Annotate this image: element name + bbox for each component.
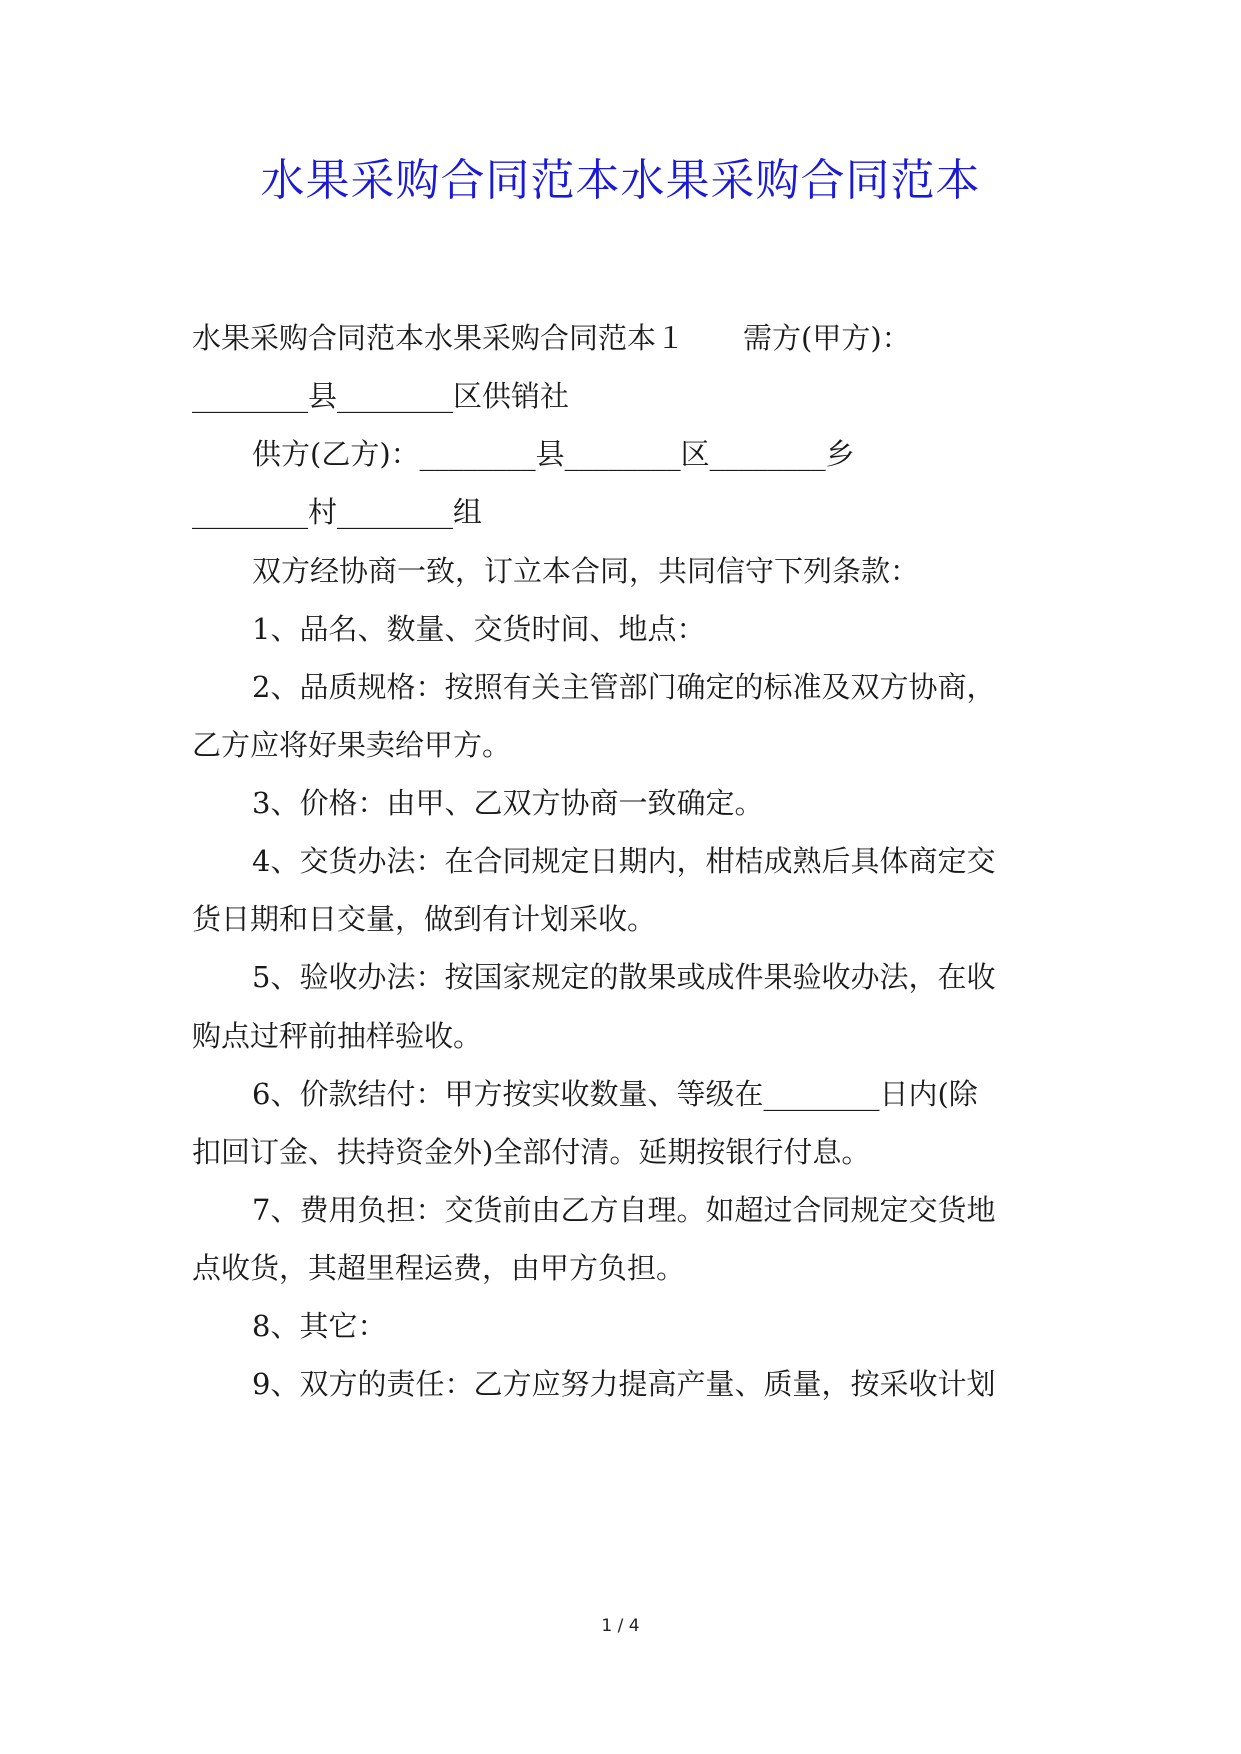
line-text: 5、验收办法：按国家规定的散果或成件果验收办法，在收	[252, 960, 996, 994]
line-3	[252, 434, 1054, 474]
line-14	[252, 1074, 1054, 1114]
line-10	[252, 841, 1054, 881]
document-title: 水果采购合同范本水果采购合同范本	[260, 155, 981, 206]
line-6	[252, 609, 1054, 649]
line-text: 乙方应将好果卖给甲方。	[192, 728, 512, 762]
line-text: ________县________区供销社	[192, 379, 570, 413]
line-15	[192, 1132, 1054, 1172]
line-17	[192, 1248, 1054, 1288]
line-text: 1、品名、数量、交货时间、地点：	[252, 612, 706, 646]
line-4	[192, 492, 1054, 532]
line-text: 供方(乙方)：________县________区________乡	[252, 437, 855, 471]
line-16	[252, 1190, 1054, 1230]
line-text: ________村________组	[192, 495, 483, 529]
line-text: 购点过秤前抽样验收。	[192, 1019, 483, 1053]
line-text: 双方经协商一致，订立本合同，共同信守下列条款：	[252, 554, 920, 588]
line-12	[252, 957, 1054, 997]
line-text: 3、价格：由甲、乙双方协商一致确定。	[252, 786, 764, 820]
line-text: 货日期和日交量，做到有计划采收。	[192, 902, 657, 936]
line-11	[192, 899, 1054, 939]
line-text: 4、交货办法：在合同规定日期内，柑桔成熟后具体商定交	[252, 844, 996, 878]
line-text: 7、费用负担：交货前由乙方自理。如超过合同规定交货地	[252, 1193, 996, 1227]
line-2	[192, 376, 1054, 416]
line-1	[192, 318, 1054, 358]
line-text: 扣回订金、扶持资金外)全部付清。延期按银行付息。	[192, 1135, 871, 1169]
line-text: 水果采购合同范本水果采购合同范本１ 需方(甲方)：	[192, 321, 911, 355]
line-text: 6、价款结付：甲方按实收数量、等级在________日内(除	[252, 1077, 978, 1111]
line-text: 2、品质规格：按照有关主管部门确定的标准及双方协商，	[252, 670, 996, 704]
line-text: 9、双方的责任：乙方应努力提高产量、质量，按采收计划	[252, 1367, 996, 1401]
page-number: 1 / 4	[601, 1616, 640, 1636]
line-19	[252, 1364, 1054, 1404]
line-5	[252, 551, 1054, 591]
line-text: 8、其它：	[252, 1309, 387, 1343]
line-text: 点收货，其超里程运费，由甲方负担。	[192, 1251, 686, 1285]
line-13	[192, 1016, 1054, 1056]
line-8	[192, 725, 1054, 765]
line-7	[252, 667, 1054, 707]
line-9	[252, 783, 1054, 823]
line-18	[252, 1306, 1054, 1346]
